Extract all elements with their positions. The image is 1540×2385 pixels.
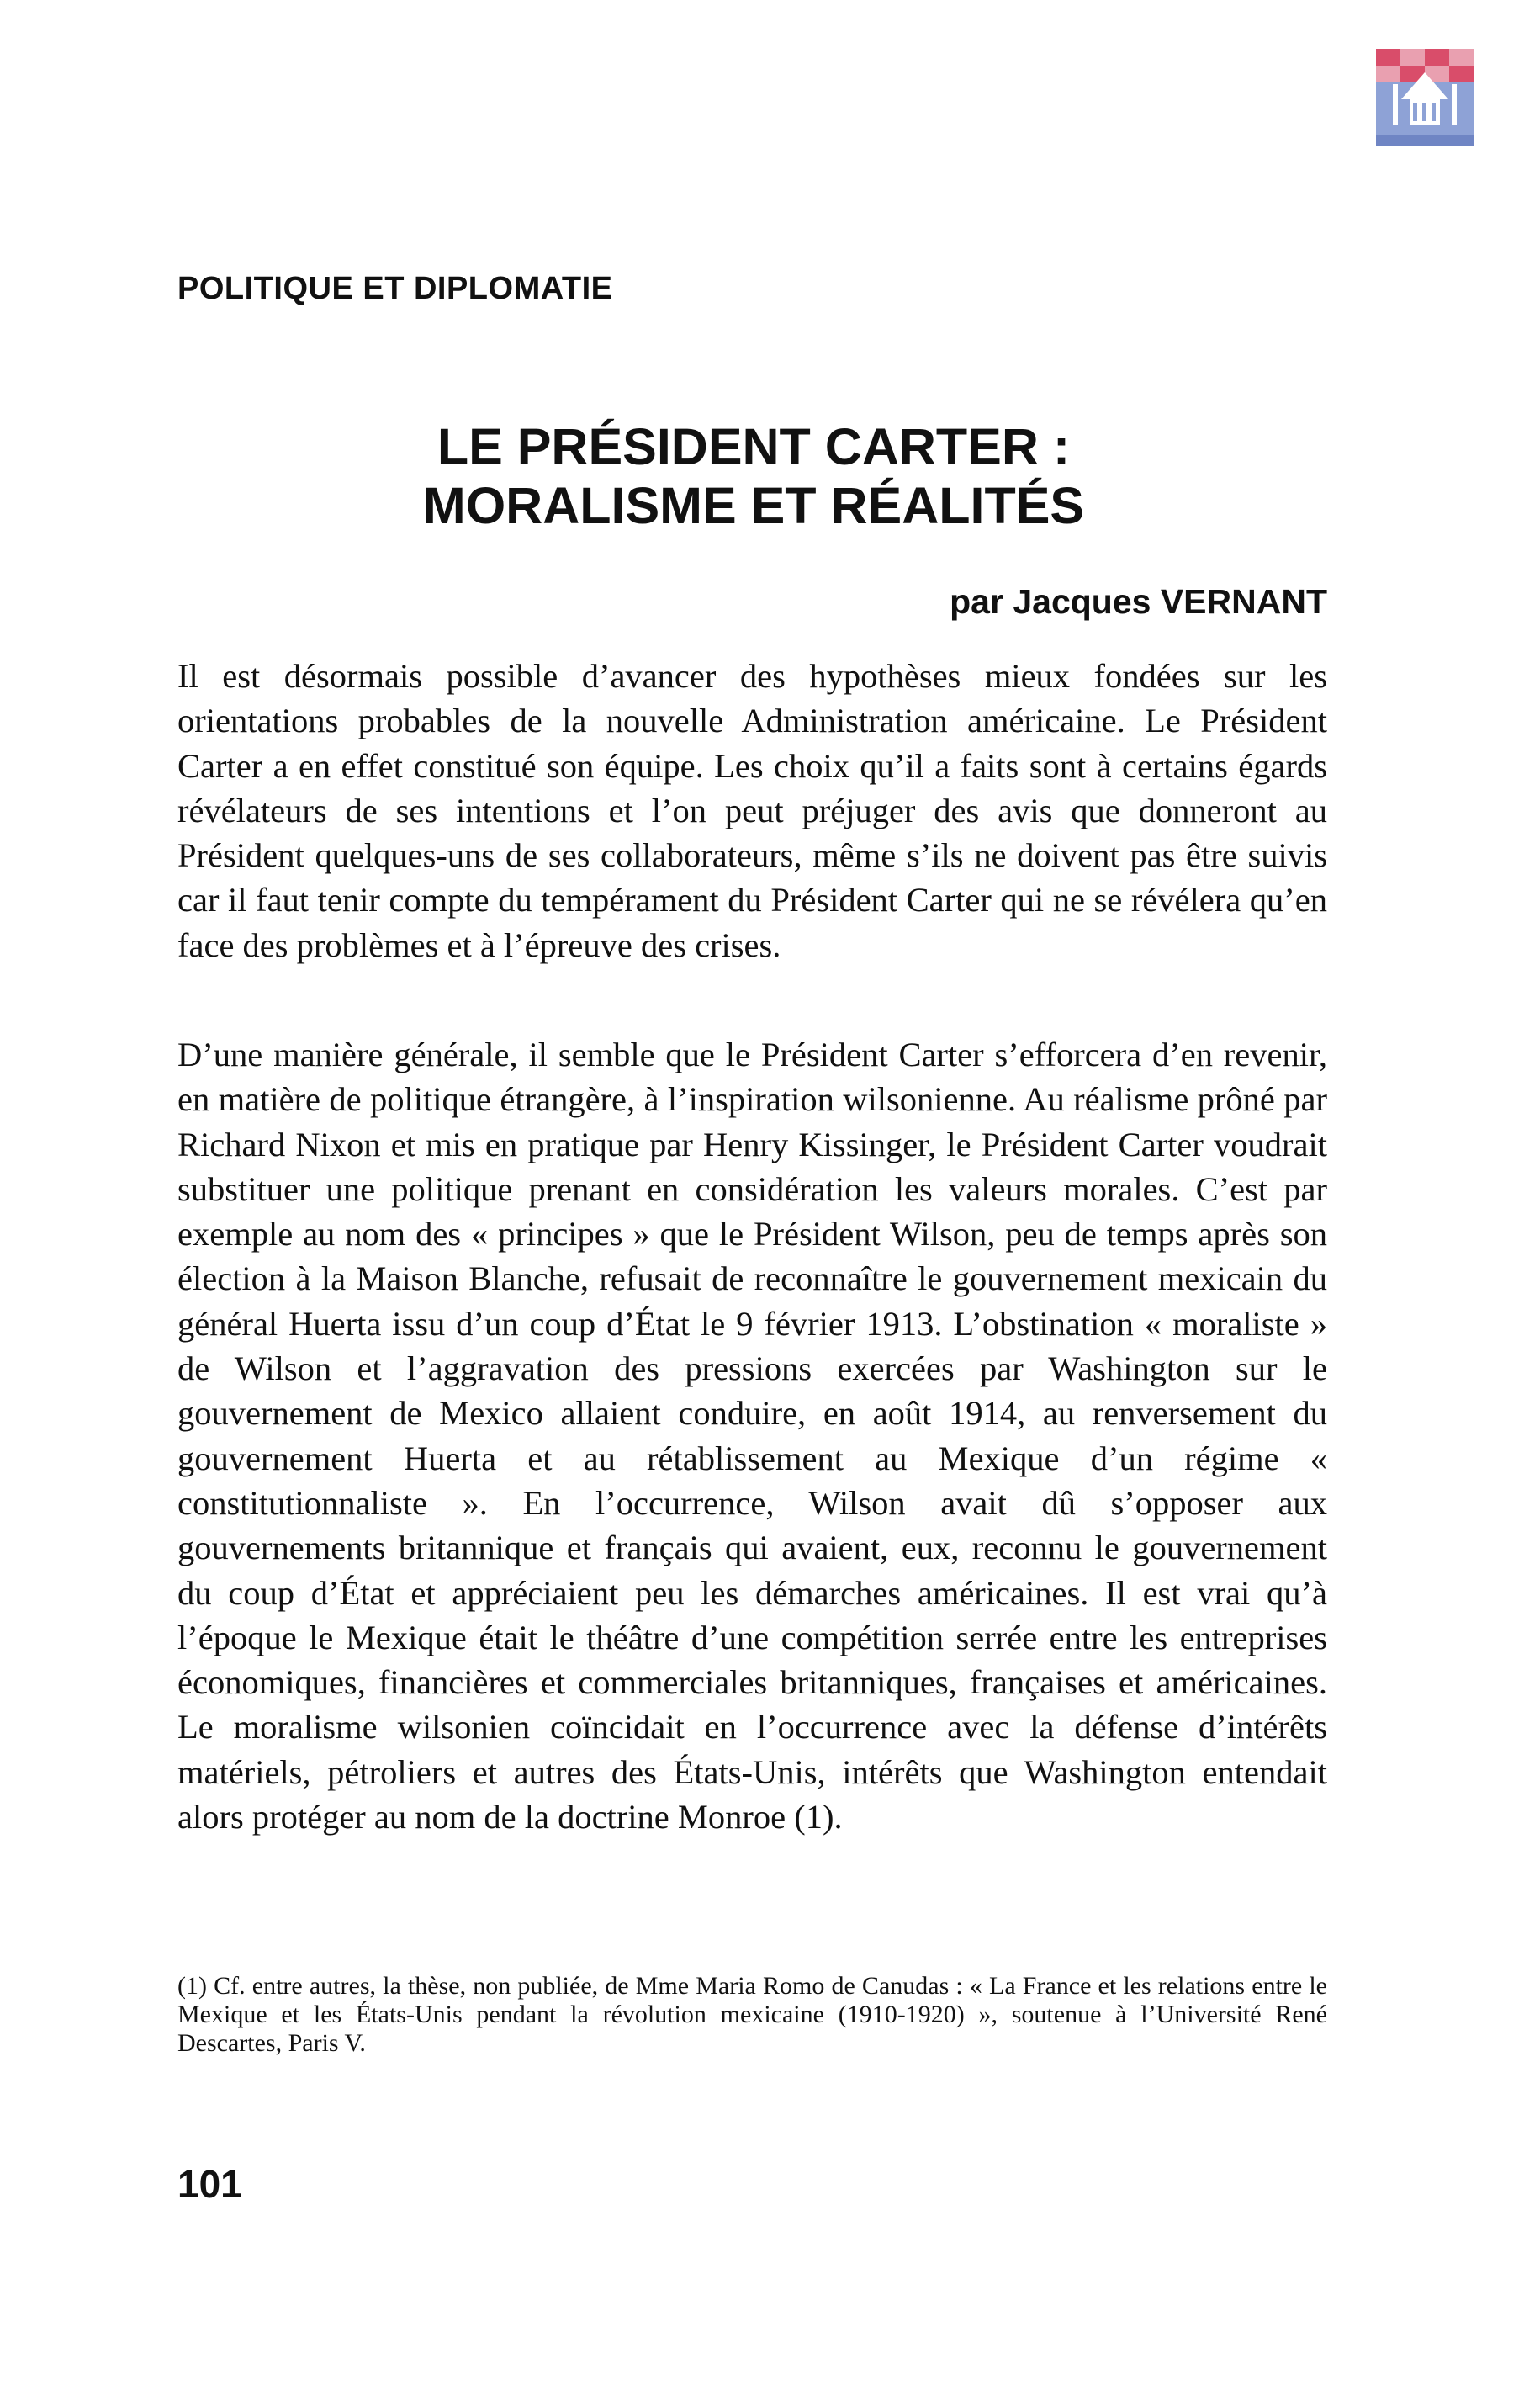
section-heading: POLITIQUE ET DIPLOMATIE bbox=[177, 271, 613, 306]
footnote: (1) Cf. entre autres, la thèse, non publiée, de Mme Maria Romo de Canudas : « La France et les relations entre le Mexique et les États-Unis pendant la révolution mexicaine (1910-1920) », soutenue à l’Université René Descartes, Paris V. bbox=[177, 1972, 1327, 2057]
body-paragraph-1: Il est désormais possible d’avancer des hypothèses mieux fondées sur les orientations probables de la nouvelle Administration américaine. Le Président Carter a en effet constitué son équipe. Les choix qu’il a faits sont à certains égards révélateurs de ses intentions et l’on peut préjuger des avis que donneront au Président quelques-uns de ses collaborateurs, même s’ils ne doivent pas être suivis car il faut tenir compte du tempérament du Président Carter qui ne se révélera qu’en face des problèmes et à l’épreuve des crises. bbox=[177, 657, 1327, 964]
body-paragraph-2: D’une manière générale, il semble que le Président Carter s’efforcera d’en revenir, en matière de politique étrangère, à l’inspiration wilsonienne. Au réalisme prôné par Richard Nixon et mis en pratique par Henry Kissinger, le Président Carter voudrait substituer une politique prenant en considération les valeurs morales. C’est par exemple au nom des « principes » que le Président Wilson, peu de temps après son élection à la Maison Blanche, refusait de reconnaître le gouvernement mexicain du général Huerta issu d’un coup d’État le 9 février 1913. L’obstination « moraliste » de Wilson et l’aggravation des pressions exercées par Washington sur le gouvernement de Mexico allaient conduire, en août 1914, au renversement du gouvernement Huerta et au rétablissement au Mexique d’un régime « constitutionnaliste ». En l’occurrence, Wilson avait dû s’opposer aux gouvernements britannique et français qui avaient, eux, reconnu le gouvernement du coup d’État et appréciaient peu les démarches américaines. Il est vrai qu’à l’époque le Mexique était le théâtre d’une compétition serrée entre les entreprises économiques, financières et commerciales britanniques, françaises et américaines. Le moralisme wilsonien coïncidait en l’occurrence avec la défense d’intérêts matériels, pétroliers et autres des États-Unis, intérêts que Washington entendait alors protéger au nom de la doctrine Monroe (1). bbox=[177, 1036, 1327, 1836]
page-number: 101 bbox=[177, 2162, 242, 2206]
article-title-line-2: MORALISME ET RÉALITÉS bbox=[422, 477, 1085, 534]
library-logo-icon bbox=[1376, 49, 1474, 146]
article-title-line-1: LE PRÉSIDENT CARTER : bbox=[437, 418, 1071, 475]
author-byline: par Jacques VERNANT bbox=[950, 582, 1327, 621]
